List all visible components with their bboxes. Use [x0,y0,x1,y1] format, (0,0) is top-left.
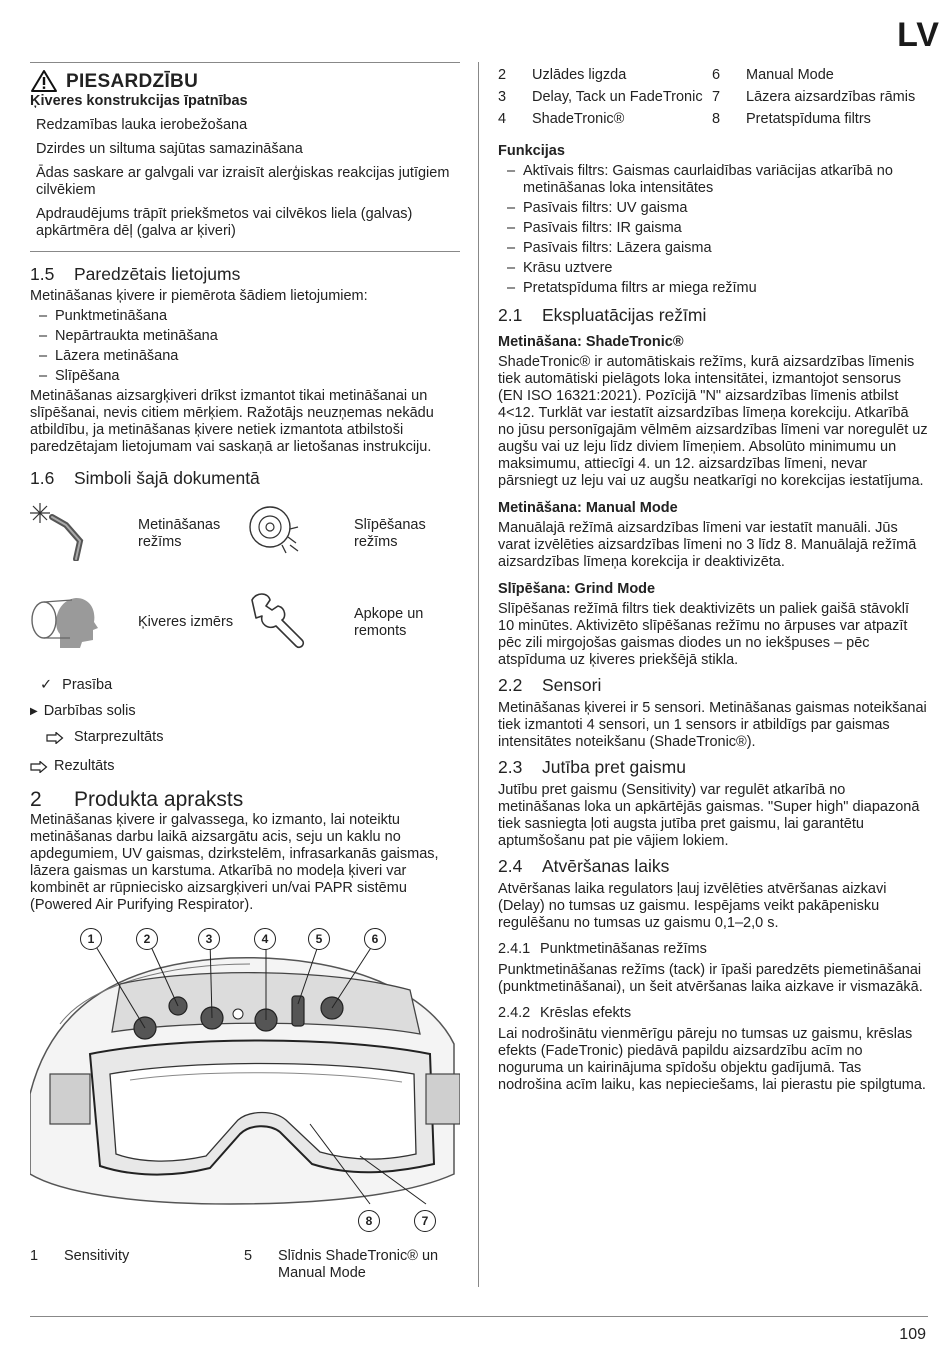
callout-7: 7 [414,1210,436,1232]
part-label: Pretatspīduma filtrs [746,111,871,127]
part-label: Sensitivity [64,1248,130,1264]
section-number: 1.6 [30,468,55,488]
section-heading [498,307,928,324]
arrow-outline-icon [30,761,48,773]
list-item: – Pasīvais filtrs: Lāzera gaisma [498,240,928,257]
subsection-heading [498,1005,928,1022]
section-title: Jutība pret gaismu [542,757,686,777]
part-number: 8 [712,111,721,127]
section-title: Krēslas efekts [540,1005,632,1021]
arrow-outline-icon [46,732,64,744]
section-heading [498,677,928,694]
section-number: 2.4 [498,856,523,876]
section-title: Atvēršanas laiks [542,856,670,876]
symbol-label: Metināšanas režīms [138,516,221,550]
legend-result [30,758,460,775]
symbols-grid [30,501,460,655]
paragraph: ShadeTronic® ir automātiskais režīms, kurā aizsardzības līmenis tiek automātiski pielāgots loka intensitātei, izmantojot sensorus (EN ISO 16321:2021). Pozīcijā "N" aizsardzības līmenis atbilst 4<12. Turklāt var iestatīt aizsardzības līmeņa korekciju. Atkarībā no jūsu personīgajām vēlmēm aizsardzības līmeni var noregulēt uz augšu vai uz leju līdz diviem līmeņiem. Absolūto minimumu un maksimumu, attiecīgi 4. un 12. aizsardzības līmeni, nevar pārsniegt uz leju vai uz augšu neatkarīgi no korekcijas iestatījuma. [498,354,928,489]
section-number: 2.4.1 [498,941,531,957]
paragraph: Jutību pret gaismu (Sensitivity) var regulēt atkarībā no metināšanas loka un apkārtējās gaismas. "Super high" diapazonā tiek sasniegta ļoti augsta jutība pret gaismu, lai garantētu aptumšošanu pat pie vājiem lokiem. [498,782,920,849]
subheading: Metināšana: ShadeTronic® [498,334,684,350]
helmet-figure [30,924,460,1236]
list-item: – Pasīvais filtrs: UV gaisma [498,200,928,217]
section-heading [30,266,460,283]
symbol-label: Slīpēšanas režīms [354,516,426,550]
paragraph: Metināšanas ķivere ir galvassega, ko izmanto, lai noteiktu metināšanas darbu laikā aizsargātu acis, seju un kaklu no apdegumiem, UV gaismas, dzirkstelēm, infrasarkanās gaismas, lāzera gaismas un karstuma. Atkarībā no modeļa ķiveri var kombinēt ar rūpniecisko aizsargķiveri un/vai PAPR sistēmu (Powered Air Purifying Respirator). [30,812,439,913]
left-column [30,62,460,1282]
section-heading [498,858,928,875]
legend-label: Starprezultāts [74,729,164,745]
list-item: – Krāsu uztvere [498,260,928,277]
legend-label: Darbības solis [43,703,136,719]
paragraph: Punktmetināšanas režīms (tack) ir īpaši paredzēts piemetināšanai (punktmetināšanai), un šeit atvēršanas laika aizkave ir vismazākā. [498,962,923,995]
section-number: 2 [30,788,42,811]
warning-item: Ādas saskare ar galvgali var izraisīt alerģiskas reakcijas jutīgiem cilvēkiem [36,165,450,198]
part-label: Delay, Tack un FadeTronic [532,89,703,105]
checkmark-icon: ✓ [40,677,53,693]
callout-6: 6 [364,928,386,950]
callout-3: 3 [198,928,220,950]
column-divider [478,62,479,1287]
part-label: ShadeTronic® [532,111,625,127]
footer-rule [30,1316,928,1317]
callout-2: 2 [136,928,158,950]
part-number: 2 [498,67,507,83]
part-label: Lāzera aizsardzības rāmis [746,89,916,105]
list-item: – Punktmetināšana [30,308,460,325]
section-number: 1.5 [30,264,55,284]
right-column [498,62,928,1094]
subheading: Slīpēšana: Grind Mode [498,581,656,597]
parts-legend-left [30,1248,460,1282]
callout-1: 1 [80,928,102,950]
legend-action [30,703,460,720]
warning-item: Apdraudējums trāpīt priekšmetos vai cilvēkos liela (galvas) apkārtmēra dēļ (galva ar ķiveri) [36,206,413,239]
wrench-icon [246,590,354,655]
welding-torch-icon [30,501,138,566]
list-item: – Lāzera metināšana [30,348,460,365]
part-number: 5 [244,1248,253,1264]
paragraph: Metināšanas ķivere ir piemērota šādiem lietojumiem: [30,288,368,304]
legend-label: Rezultāts [54,758,115,774]
warning-item: Redzamības lauka ierobežošana [36,117,248,133]
section-title: Paredzētais lietojums [74,264,241,284]
head-size-icon [30,590,138,655]
warning-item: Dzirdes un siltuma sajūtas samazināšana [36,141,303,157]
grinding-disc-icon [246,501,354,566]
part-number: 3 [498,89,507,105]
subsection-heading [498,941,928,958]
warning-bottom-rule [30,251,460,252]
language-code: LV [897,16,940,54]
section-number: 2.4.2 [498,1005,531,1021]
subheading: Metināšana: Manual Mode [498,500,678,516]
section-title: Sensori [542,675,602,695]
callout-5: 5 [308,928,330,950]
legend-label: Prasība [62,677,113,693]
section-number: 2.1 [498,305,523,325]
section-heading [498,759,928,776]
warning-subtitle: Ķiveres konstrukcijas īpatnības [30,93,248,109]
paragraph: Atvēršanas laika regulators ļauj izvēlēties atvēršanas aizkavi (Delay) no tumsas uz gaismu. Iespējams veikt pakāpenisku regulēšanu no tumsas uz gaismu 0,1–2,0 s. [498,881,887,931]
page-number: 109 [899,1326,926,1343]
list-item: – Pasīvais filtrs: IR gaisma [498,220,928,237]
warning-triangle-icon [30,69,58,93]
functions-title: Funkcijas [498,143,565,159]
list-item: – Slīpēšana [30,368,460,385]
warning-title: PIESARDZĪBU [66,70,199,92]
section-title: Produkta apraksts [74,788,244,811]
list-item: – Nepārtraukta metināšana [30,328,460,345]
use-list [30,308,460,385]
parts-legend-right [498,67,928,128]
warning-heading [30,69,460,93]
part-label: Uzlādes ligzda [532,67,627,83]
paragraph: Metināšanas ķiverei ir 5 sensori. Metināšanas gaismas noteikšanai tiek izmantoti 4 sensori, un 1 sensors ir atbildīgs par gaismas intensitātes noteikšanu (ShadeTronic®). [498,700,927,750]
paragraph: Slīpēšanas režīmā filtrs tiek deaktivizēts un paliek gaišā stāvoklī 10 minūtes. Aktivizēto slīpēšanas režīmu no ārpuses var atpazīt pēc zili mirgojošas gaismas diodes un no iekšpuses – pēc atspīduma uz ķiveres priekšējā stikla. [498,601,910,668]
functions-list [498,163,928,297]
part-label: Manual Mode [746,67,834,83]
callout-8: 8 [358,1210,380,1232]
section-heading [30,470,460,487]
part-number: 4 [498,111,507,127]
callout-4: 4 [254,928,276,950]
section-title: Ekspluatācijas režīmi [542,305,707,325]
paragraph: Lai nodrošinātu vienmērīgu pāreju no tumsas uz gaismu, krēslas efekts (FadeTronic) piedāvā papildu aizsardzību acīm no noguruma un kairinājuma spīdošu objektu gadījumā. Tas nodrošina acīm laiku, kas nepieciešams, lai pierastu pie spilgtuma. [498,1026,926,1093]
list-item: – Aktīvais filtrs: Gaismas caurlaidības variācijas atkarībā no metināšanas loka intensitātes [498,163,928,197]
part-number: 7 [712,89,721,105]
part-label: Slīdnis ShadeTronic® un Manual Mode [278,1248,439,1281]
section-number: 2.3 [498,757,523,777]
section-title: Simboli šajā dokumentā [74,468,260,488]
paragraph: Manuālajā režīmā aizsardzības līmeni var iestatīt manuāli. Jūs varat izvēlēties aizsardzības līmeni no 3 līdz 8. Manuālajā režīmā aizsardzības līmeņa korekcija ir deaktivizēta. [498,520,917,570]
legend-requirement [30,677,460,694]
symbol-label: Ķiveres izmērs [138,614,234,630]
paragraph: Metināšanas aizsargķiveri drīkst izmantot tikai metināšanai un slīpēšanai, nevis citiem mērķiem. Ražotājs neuzņemas nekādu atbildību, ja metināšanas ķivere netiek izmantota atbilstoši paredzētajam lietojumam vai saskaņā ar lietošanas instrukciju. [30,388,434,455]
play-triangle-icon: ▶ [30,706,38,717]
list-item: – Pretatspīduma filtrs ar miega režīmu [498,280,928,297]
legend-intermediate [30,729,460,746]
section-number: 2.2 [498,675,523,695]
part-number: 1 [30,1248,39,1264]
warning-top-rule [30,62,460,63]
symbol-label: Apkope un remonts [354,605,424,639]
section-title: Punktmetināšanas režīms [540,941,707,957]
part-number: 6 [712,67,721,83]
section-heading [30,788,460,811]
